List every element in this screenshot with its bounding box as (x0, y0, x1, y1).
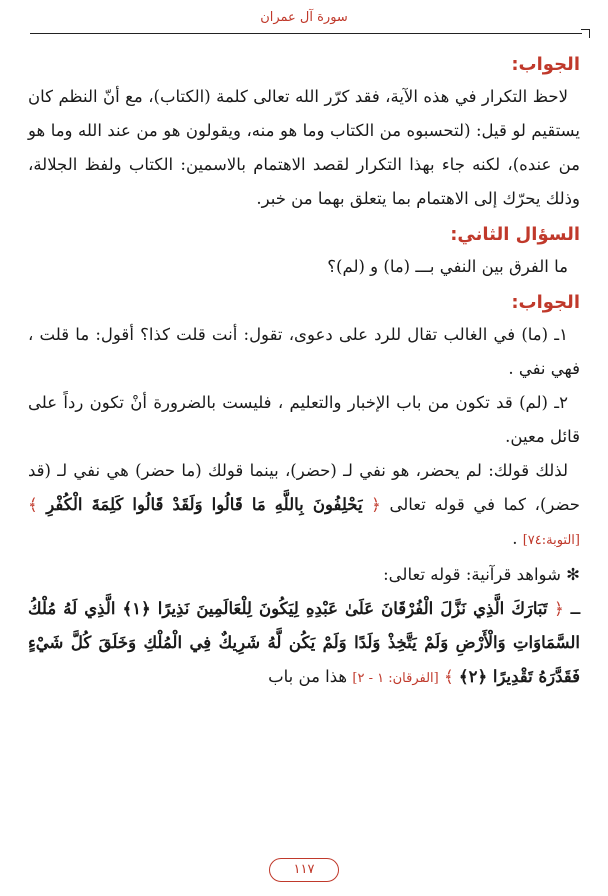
content (28, 46, 580, 698)
header-divider (30, 33, 582, 34)
witness-tail: هذا من باب (268, 667, 348, 686)
page-number: ١١٧ (269, 858, 339, 882)
ornate-bracket-close: ﴾ (438, 667, 459, 686)
witness-paragraph: ـ ﴿ تَبَارَكَ الَّذِي نَزَّلَ الْفُرْقَانَ عَلَىٰ عَبْدِهِ لِيَكُونَ لِلْعَالَمِينَ نَذِيرًا ﴿١﴾ الَّذِي لَهُ مُلْكُ السَّمَاوَاتِ وَالْأَرْضِ وَلَمْ يَتَّخِذْ وَلَدًا وَلَمْ يَكُن لَّهُ شَرِيكٌ فِي الْمُلْكِ وَخَلَقَ كُلَّ شَيْءٍ فَقَدَّرَهُ تَقْدِيرًا ﴿٢﴾ ﴾ [الفرقان: ١ - ٢] هذا من باب (28, 599, 580, 686)
answer-heading: الجواب: (511, 54, 580, 75)
ornate-bracket-open: ﴿ (362, 495, 381, 514)
answer-item-1: ١ـ (ما) في الغالب تقال للرد على دعوى، تقول: أنت قلت كذا؟ أقول: ما قلت ، فهي نفي . (28, 325, 580, 378)
answer-2 (28, 288, 580, 696)
verse-reference: [التوبة:٧٤] (522, 533, 580, 548)
witness-label: شواهد قرآنية: قوله تعالى: (383, 565, 561, 584)
example-text: لذلك قولك: لم يحضر، هو نفي لـ (حضر)، بينما قولك (ما حضر) هي نفي لـ (قد حضر)، كما في قوله تعالى (28, 461, 580, 514)
asterisk-icon: ✻ (560, 565, 580, 584)
answer-item-2: ٢ـ (لم) قد تكون من باب الإخبار والتعليم ، فليست بالضرورة أنْ تكون رداً على قائل معين. (28, 393, 580, 446)
answer-text: لاحظ التكرار في هذه الآية، فقد كرّر الله تعالى كلمة (الكتاب)، مع أنّ النظم كان يستقيم لو قيل: (لتحسبوه من الكتاب وما هو منه، ويقولون هو من عند الله وما هو من عنده)، لكنه جاء بهذا التكرار لقصد الاهتمام بالاسمين: الكتاب ولفظ الجلالة، وذلك يحرّك إلى الاهتمام بما يتعلق بهما من خبر. (28, 87, 580, 208)
answer-1 (28, 50, 580, 216)
verse-reference: [الفرقان: ١ - ٢] (352, 671, 439, 686)
quran-verse: تَبَارَكَ الَّذِي نَزَّلَ الْفُرْقَانَ عَلَىٰ عَبْدِهِ لِيَكُونَ لِلْعَالَمِينَ نَذِيرًا ﴿١﴾ الَّذِي لَهُ مُلْكُ السَّمَاوَاتِ وَالْأَرْضِ وَلَمْ يَتَّخِذْ وَلَدًا وَلَمْ يَكُن لَّهُ شَرِيكٌ فِي الْمُلْكِ وَخَلَقَ كُلَّ شَيْءٍ فَقَدَّرَهُ تَقْدِيرًا ﴿٢﴾ (28, 599, 580, 686)
header-title: سورة آل عمران (260, 10, 348, 25)
example-paragraph: لذلك قولك: لم يحضر، هو نفي لـ (حضر)، بينما قولك (ما حضر) هي نفي لـ (قد حضر)، كما في قوله تعالى ﴿ يَحْلِفُونَ بِاللَّهِ مَا قَالُوا وَلَقَدْ قَالُوا كَلِمَةَ الْكُفْرِ ﴾ [التوبة:٧٤] . (28, 461, 580, 548)
answer-heading: الجواب: (511, 292, 580, 313)
question-2 (28, 220, 580, 284)
question-heading: السؤال الثاني: (450, 224, 580, 245)
quran-verse: يَحْلِفُونَ بِاللَّهِ مَا قَالُوا وَلَقَدْ قَالُوا كَلِمَةَ الْكُفْرِ (46, 495, 363, 514)
ornate-bracket-close: ﴾ (28, 495, 47, 514)
footer (0, 858, 608, 882)
ornate-bracket-open: ﴿ (547, 599, 564, 618)
question-text: ما الفرق بين النفي بـــ (ما) و (لم)؟ (327, 257, 568, 276)
witness-label-line (28, 558, 580, 592)
